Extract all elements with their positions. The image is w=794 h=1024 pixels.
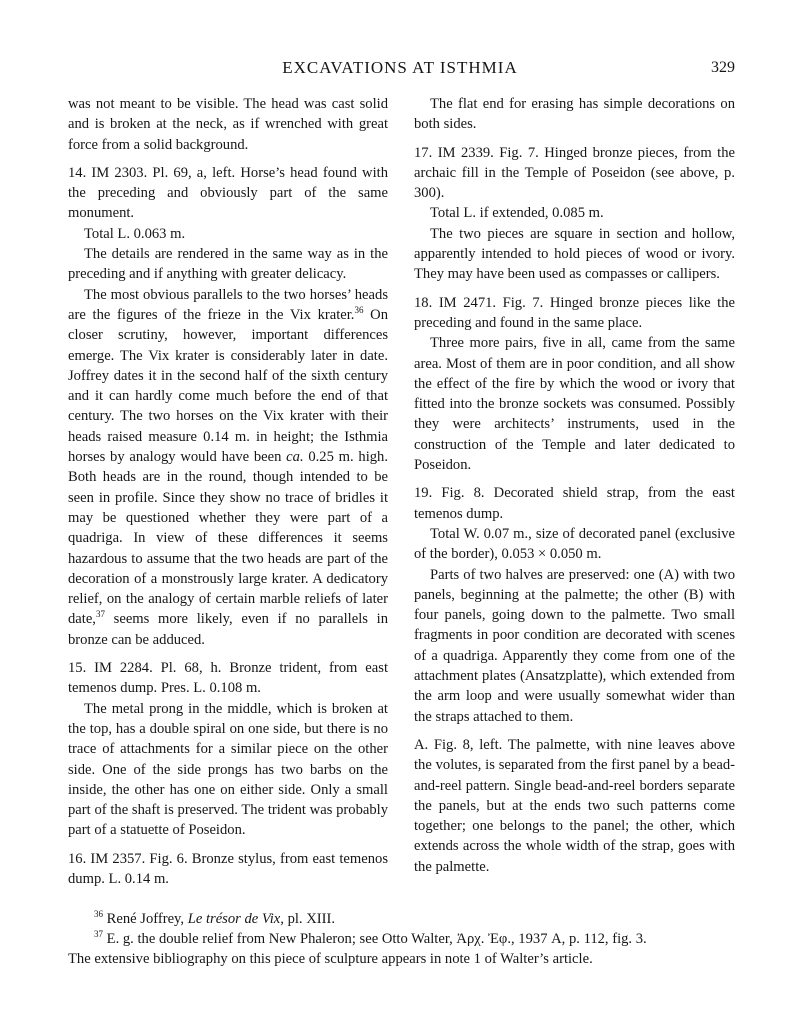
footnote-36 bbox=[68, 909, 735, 929]
parallels-text-d: seems more likely, even if no parallels in bronze can be adduced. bbox=[68, 611, 388, 648]
catalogue-entry-16: 16. IM 2357. Fig. 6. Bronze stylus, from east temenos dump. L. 0.14 m. bbox=[68, 850, 388, 887]
footnote-36-text-b: , pl. XIII. bbox=[280, 911, 335, 927]
catalogue-entry-18: 18. IM 2471. Fig. 7. Hinged bronze pieces like the preceding and found in the same place. bbox=[414, 294, 735, 331]
catalogue-entry-14: 14. IM 2303. Pl. 69, a, left. Horse’s head found with the preceding and obviously part of the same monument. bbox=[68, 164, 388, 222]
entry-14-description: The details are rendered in the same way as in the preceding and if anything with greater delicacy. bbox=[68, 246, 388, 283]
footnote-37-text-b: , 1937 A, p. 112, fig. 3. bbox=[511, 931, 647, 947]
entry-17-measurement: Total L. if extended, 0.085 m. bbox=[430, 205, 604, 222]
paragraph-continuation: was not meant to be visible. The head was cast solid and is broken at the neck, as if wrenched with great force from a solid background. bbox=[68, 96, 388, 153]
entry-19-part-a: A. Fig. 8, left. The palmette, with nine leaves above the volutes, is separated from the first panel by a bead-and-reel pattern. Single bead-and-reel borders separate the panels, but at the ends two such patterns come together; one belongs to the panel; the other, which extends across the whole width of the strap, goes with the palmette. bbox=[414, 736, 735, 875]
page-number: 329 bbox=[711, 59, 735, 76]
footnote-37-number: 37 bbox=[94, 929, 103, 939]
footnote-37 bbox=[68, 929, 735, 949]
footnote-37-text-a: E. g. the double relief from New Phaleron; see Otto Walter, bbox=[106, 931, 457, 947]
catalogue-entry-15: 15. IM 2284. Pl. 68, h. Bronze trident, from east temenos dump. Pres. L. 0.108 m. bbox=[68, 660, 388, 697]
parallels-text-b: On closer scrutiny, however, important differences emerge. The Vix krater is considerably later in date. Joffrey dates it in the second half of the sixth century and it can hardly come much before the end of that century. The two horses on the Vix krater with their heads raised measure 0.14 m. in height; the Isthmia horses by analogy would have been bbox=[68, 306, 388, 466]
footnote-ref-37: 37 bbox=[95, 609, 105, 620]
parallels-ca: ca. bbox=[286, 449, 304, 466]
entry-17-description: The two pieces are square in section and hollow, apparently intended to hold pieces of wood or ivory. They may have been used as compasses or callipers. bbox=[414, 225, 735, 283]
footnote-ref-36: 36 bbox=[354, 304, 364, 315]
footnotes bbox=[68, 909, 735, 969]
entry-19-measurement: Total W. 0.07 m., size of decorated panel (exclusive of the border), 0.053 × 0.050 m. bbox=[414, 525, 735, 563]
left-column bbox=[68, 94, 388, 889]
entry-15-description: The metal prong in the middle, which is broken at the top, has a double spiral on one side, but there is no trace of attachments for a similar piece on the other side. One of the side prongs has two barbs on the inside, the other has one on either side. Only a small part of the shaft is preserved. The trident was probably part of a statuette of Poseidon. bbox=[68, 700, 388, 839]
entry-18-description: Three more pairs, five in all, came from the same area. Most of them are in poor condition, and all show the effect of the fire by which the wood or ivory that fitted into the bronze sockets was consumed. Possibly they were architects’ instruments, used in the construction of the Temple and later dedicated to Poseidon. bbox=[414, 335, 735, 474]
catalogue-entry-17: 17. IM 2339. Fig. 7. Hinged bronze pieces, from the archaic fill in the Temple of Poseidon (see above, p. 300). bbox=[414, 144, 735, 202]
catalogue-entry-19: 19. Fig. 8. Decorated shield strap, from the east temenos dump. bbox=[414, 485, 735, 522]
running-head: EXCAVATIONS AT ISTHMIA bbox=[282, 58, 518, 77]
footnote-37-greek: Ἀρχ. Ἐφ. bbox=[456, 931, 511, 947]
footnote-36-title: Le trésor de Vix bbox=[187, 911, 281, 927]
footnote-37-continuation: The extensive bibliography on this piece of sculpture appears in note 1 of Walter’s article. bbox=[68, 951, 593, 967]
parallels-text-c: 0.25 m. high. Both heads are in the round, though intended to be seen in profile. Since they show no trace of bridles it may be questioned whether they were part of a quadriga. In view of these differences it seems hazardous to assume that the two heads are part of the decoration of a monstrously large krater. A dedicatory relief, on the analogy of certain marble reliefs of later date, bbox=[68, 449, 388, 628]
footnote-36-text-a: René Joffrey, bbox=[106, 911, 188, 927]
entry-16-description: The flat end for erasing has simple decorations on both sides. bbox=[414, 96, 735, 133]
entry-19-description: Parts of two halves are preserved: one (A) with two panels, beginning at the palmette; the other (B) with four panels, going down to the palmette. Two small fragments in poor condition are decorated with scenes of a quadriga. Apparently they come from one of the attachment plates (Ansatzplatte), which extended from the arm loop and were usually somewhat wider than the straps attached to them. bbox=[414, 566, 735, 725]
parallels-discussion bbox=[68, 285, 388, 650]
footnote-36-number: 36 bbox=[94, 909, 103, 919]
parallels-text-a: The most obvious parallels to the two horses’ heads are the figures of the frieze in the Vix krater. bbox=[68, 286, 388, 323]
right-column bbox=[414, 94, 735, 877]
entry-14-measurement: Total L. 0.063 m. bbox=[84, 225, 186, 242]
